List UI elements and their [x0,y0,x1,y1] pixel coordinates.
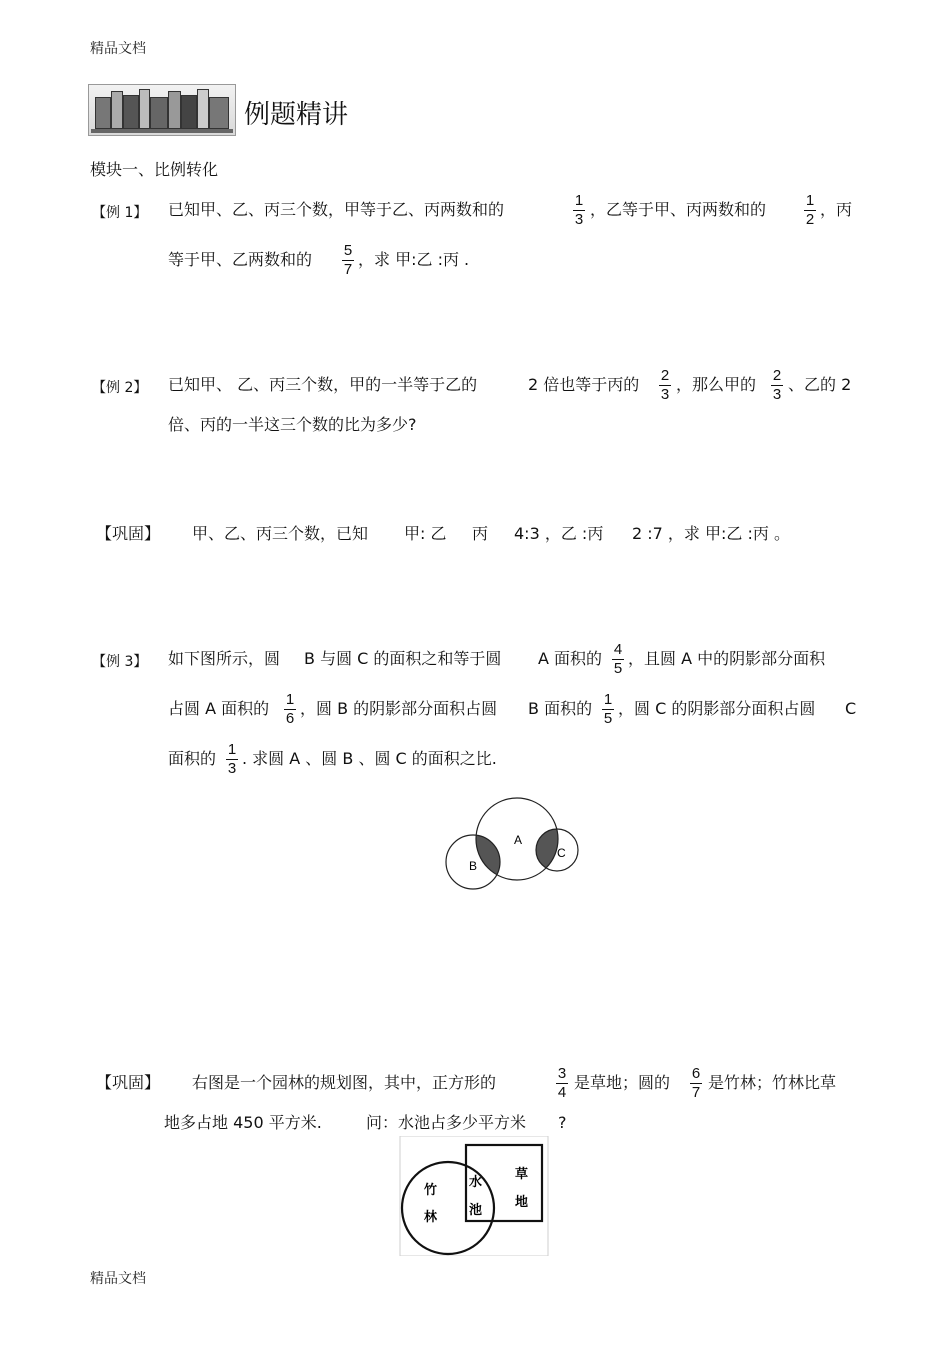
consolidate-2-text-line1b: 是草地；圆的 [574,1073,671,1092]
consolidate-2-text-line2c: ? [558,1113,567,1132]
consolidate-2-text-line2b: 问：水池占多少平方米 [366,1113,527,1132]
example-3-text-line1b: B 与圆 C 的面积之和等于圆 [304,649,502,668]
grass-label-1: 草 [515,1167,529,1182]
example-3-text-line1a: 如下图所示，圆 [168,649,281,668]
consolidate-1-text-2: 甲: 乙 [404,524,447,543]
example-1-text-line1b: ，乙等于甲、丙两数和的 [590,200,767,219]
label-a: A [514,833,523,847]
fraction-denominator: 6 [285,710,295,727]
example-3-text-line2b: ，圆 B 的阴影部分面积占圆 [300,699,498,718]
fraction-denominator: 2 [805,211,815,228]
fraction-numerator: 5 [343,242,353,259]
consolidate-2-text-line1a: 右图是一个园林的规划图，其中，正方形的 [192,1073,497,1092]
pond-label-2: 池 [469,1203,483,1218]
example-1-text-line2b: ，求 甲:乙 :丙 . [358,250,470,269]
fraction-denominator: 7 [691,1084,701,1101]
example-3-text-line2d: ，圆 C 的阴影部分面积占圆 [618,699,816,718]
bamboo-label-1: 竹 [424,1183,438,1198]
fraction-numerator: 6 [691,1065,701,1082]
fraction-denominator: 4 [557,1084,567,1101]
consolidate-2-text-line1c: 是竹林；竹林比草 [708,1073,837,1092]
fraction-denominator: 3 [660,386,670,403]
fraction-denominator: 7 [343,261,353,278]
example-1-label: 【例 1】 [92,205,148,221]
fraction-numerator: 4 [613,641,623,658]
example-3-text-line2c: B 面积的 [528,699,593,718]
example-2-text-line1d: 、乙的 2 [788,375,852,394]
fraction [602,691,614,728]
example-3-text-line2a: 占圆 A 面积的 [168,699,270,718]
fraction-denominator: 3 [227,760,237,777]
consolidate-2-label: 【巩固】 [96,1073,161,1092]
fraction [342,242,354,279]
fraction-numerator: 1 [574,192,584,209]
fraction [573,192,585,229]
grass-label-2: 地 [515,1195,529,1210]
module-title: 模块一、比例转化 [90,160,219,179]
fraction-denominator: 3 [772,386,782,403]
example-1-text-line2a: 等于甲、乙两数和的 [168,250,313,269]
fraction [690,1065,702,1102]
example-3-text-line3b: . 求圆 A 、圆 B 、圆 C 的面积之比. [242,749,497,768]
fraction-denominator: 5 [603,710,613,727]
fraction [226,741,238,778]
fraction-numerator: 1 [603,691,613,708]
fraction [612,641,624,678]
example-3-text-line3a: 面积的 [168,749,217,768]
books-banner-image [88,84,236,136]
example-2-text-line2: 倍、丙的一半这三个数的比为多少? [168,415,417,434]
garden-plan-diagram [396,1136,552,1256]
consolidate-1-text-5: 2 :7 ，求 甲:乙 :丙 。 [632,524,790,543]
fraction-denominator: 5 [613,660,623,677]
fraction-numerator: 2 [772,367,782,384]
page-header: 精品文档 [90,41,146,57]
fraction-numerator: 3 [557,1065,567,1082]
example-3-text-line2e: C [845,699,857,718]
three-circles-diagram [440,792,590,894]
section-title: 例题精讲 [244,100,349,130]
example-3-label: 【例 3】 [92,654,148,670]
example-2-text-line1c: ，那么甲的 [676,375,757,394]
label-c: C [557,846,566,860]
fraction-numerator: 1 [805,192,815,209]
example-2-text-line1b: 2 倍也等于丙的 [528,375,640,394]
fraction [556,1065,568,1102]
consolidate-1-text-4: 4:3 ，乙 :丙 [514,524,604,543]
example-1-text-line1a: 已知甲、乙、丙三个数，甲等于乙、丙两数和的 [168,200,505,219]
example-2-text-line1a: 已知甲、 乙、丙三个数，甲的一半等于乙的 [168,375,478,394]
fraction [771,367,783,404]
fraction-denominator: 3 [574,211,584,228]
fraction-numerator: 1 [227,741,237,758]
consolidate-1-label: 【巩固】 [96,524,161,543]
fraction-numerator: 2 [660,367,670,384]
consolidate-1-text-3: 丙 [472,524,489,543]
example-1-text-line1c: ，丙 [820,200,853,219]
example-3-text-line1c: A 面积的 [538,649,603,668]
fraction [284,691,296,728]
consolidate-2-text-line2a: 地多占地 450 平方米. [164,1113,322,1132]
pond-label-1: 水 [469,1175,483,1190]
bamboo-label-2: 林 [424,1210,438,1225]
fraction [804,192,816,229]
fraction [659,367,671,404]
label-b: B [469,859,478,873]
example-3-text-line1d: ，且圆 A 中的阴影部分面积 [628,649,826,668]
fraction-numerator: 1 [285,691,295,708]
consolidate-1-text-1: 甲、乙、丙三个数，已知 [192,524,369,543]
page-footer: 精品文档 [90,1271,146,1287]
example-2-label: 【例 2】 [92,380,148,396]
